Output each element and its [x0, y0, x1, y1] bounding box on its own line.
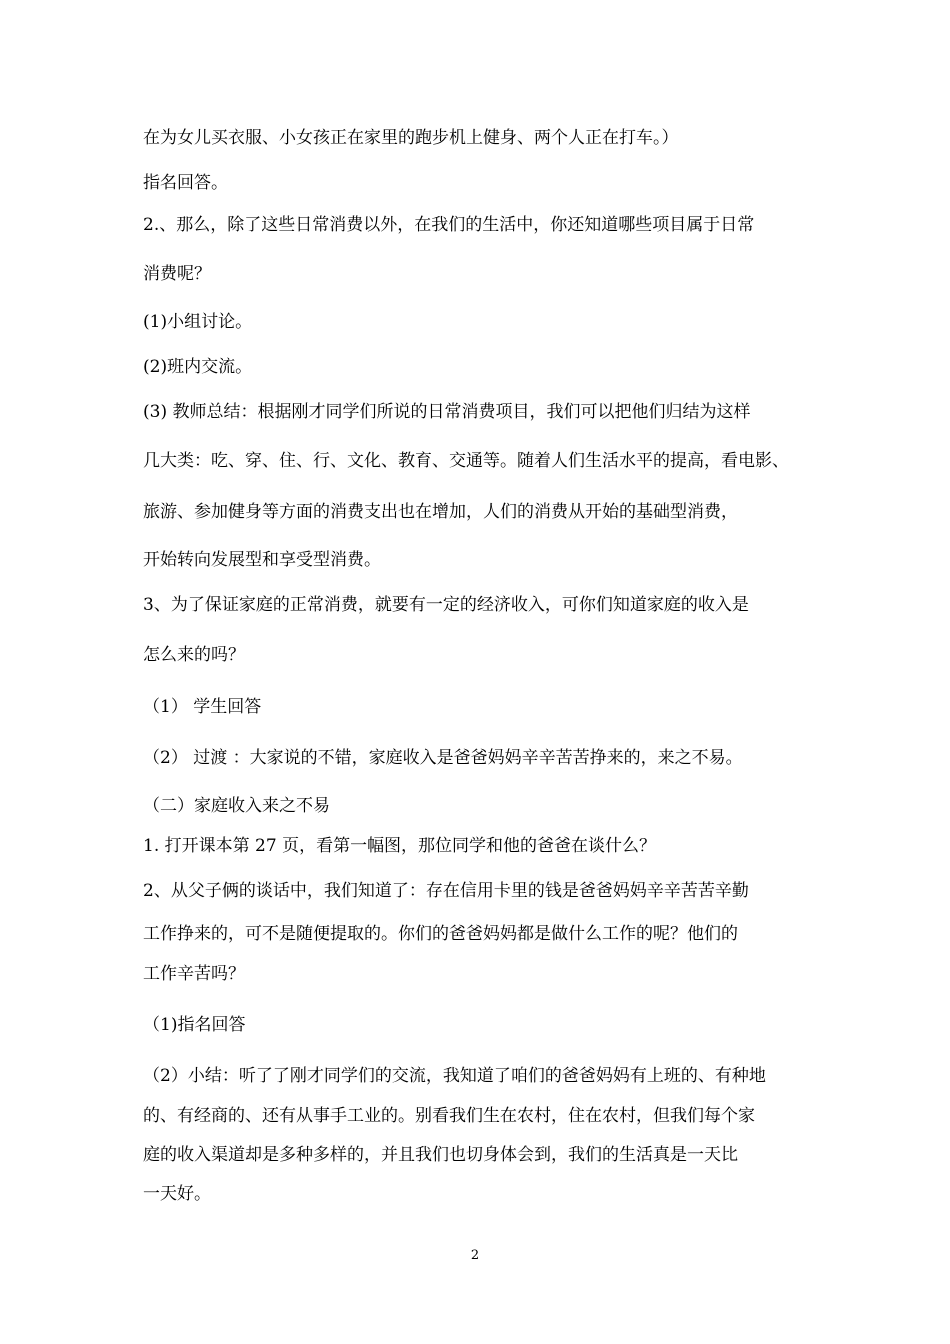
text-line: 1. 打开课本第 27 页，看第一幅图，那位同学和他的爸爸在谈什么？ [143, 836, 657, 856]
text-line: 旅游、参加健身等方面的消费支出也在增加，人们的消费从开始的基础型消费， [143, 502, 738, 522]
text-line: 的、有经商的、还有从事手工业的。别看我们生在农村，住在农村，但我们每个家 [143, 1106, 755, 1126]
text-line: 2、从父子俩的谈话中，我们知道了：存在信用卡里的钱是爸爸妈妈辛辛苦苦辛勤 [143, 881, 749, 901]
text-line: （1） 学生回答 [143, 697, 262, 717]
text-line: 怎么来的吗？ [143, 645, 245, 665]
text-line: 在为女儿买衣服、小女孩正在家里的跑步机上健身、两个人正在打车。） [143, 128, 679, 148]
text-line: （2） 过渡 ：大家说的不错，家庭收入是爸爸妈妈辛辛苦苦挣来的，来之不易。 [143, 748, 743, 768]
text-line: （2）小结：听了了刚才同学们的交流，我知道了咱们的爸爸妈妈有上班的、有种地 [143, 1066, 766, 1086]
text-line: 3、为了保证家庭的正常消费，就要有一定的经济收入，可你们知道家庭的收入是 [143, 595, 749, 615]
text-line: (1)小组讨论。 [143, 312, 253, 332]
text-line: 2.、那么，除了这些日常消费以外，在我们的生活中，你还知道哪些项目属于日常 [143, 215, 755, 235]
text-line: 庭的收入渠道却是多种多样的，并且我们也切身体会到，我们的生活真是一天比 [143, 1145, 738, 1165]
text-line: 指名回答。 [143, 173, 228, 193]
text-line: 一天好。 [143, 1184, 211, 1204]
text-line: 工作挣来的，可不是随便提取的。你们的爸爸妈妈都是做什么工作的呢？他们的 [143, 924, 738, 944]
text-line: 开始转向发展型和享受型消费。 [143, 550, 381, 570]
text-line: (2)班内交流。 [143, 357, 253, 377]
page-number: 2 [470, 1248, 480, 1263]
text-line: 工作辛苦吗？ [143, 964, 245, 984]
text-line: (3) 教师总结：根据刚才同学们所说的日常消费项目，我们可以把他们归结为这样 [143, 402, 751, 422]
text-line: 消费呢？ [143, 264, 211, 284]
text-line: （1)指名回答 [143, 1015, 246, 1035]
text-line: 几大类：吃、穿、住、行、文化、教育、交通等。随着人们生活水平的提高，看电影、 [143, 451, 789, 471]
section-heading: （二）家庭收入来之不易 [143, 796, 330, 816]
